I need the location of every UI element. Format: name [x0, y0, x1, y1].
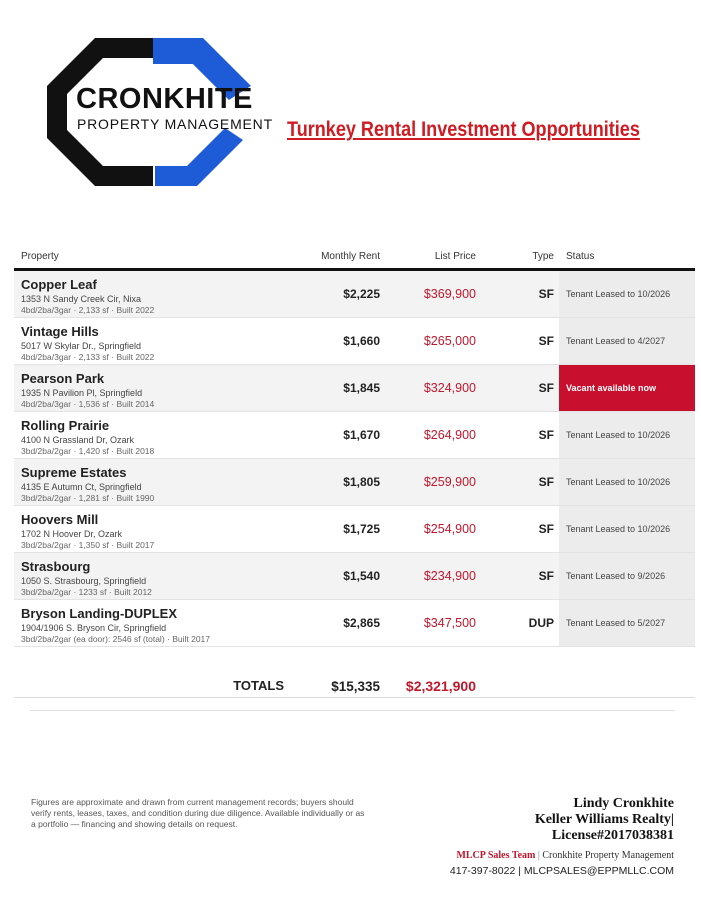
monthly-rent: $2,225	[343, 287, 380, 301]
list-price: $234,900	[423, 569, 476, 583]
property-specs: 4bd/2ba/3gar · 1,536 sf · Built 2014	[21, 399, 155, 409]
list-price: $347,500	[423, 616, 476, 630]
list-price: $324,900	[423, 381, 476, 395]
listings-table	[14, 248, 695, 698]
header-type: Type	[532, 251, 554, 262]
property-address: 1935 N Pavilion Pl, Springfield	[21, 388, 143, 398]
property-specs: 3bd/2ba/2gar · 1233 sf · Built 2012	[21, 587, 152, 597]
totals-rent: $15,335	[331, 679, 380, 694]
table-row	[14, 459, 695, 506]
email-link[interactable]: MLCPSALES@EPPMLLC.COM	[523, 865, 674, 877]
property-specs: 3bd/2ba/2gar · 1,350 sf · Built 2017	[21, 540, 155, 550]
table-row	[14, 271, 695, 318]
status-cell: Tenant Leased to 4/2027	[559, 318, 695, 364]
property-type: SF	[538, 334, 554, 348]
company-name: Cronkhite Property Management	[542, 850, 674, 861]
table-row	[14, 318, 695, 365]
property-name: Copper Leaf	[21, 277, 97, 292]
property-specs: 3bd/2ba/2gar · 1,420 sf · Built 2018	[21, 446, 155, 456]
property-type: SF	[538, 475, 554, 489]
monthly-rent: $1,725	[343, 522, 380, 536]
table-row	[14, 553, 695, 600]
header-monthly-rent: Monthly Rent	[321, 251, 380, 262]
status-cell: Tenant Leased to 10/2026	[559, 412, 695, 458]
property-address: 1050 S. Strasbourg, Springfield	[21, 576, 147, 586]
signature-block	[450, 796, 674, 877]
property-specs: 3bd/2ba/2gar · 1,281 sf · Built 1990	[21, 493, 155, 503]
monthly-rent: $1,660	[343, 334, 380, 348]
status-cell: Tenant Leased to 10/2026	[559, 459, 695, 505]
totals-label: TOTALS	[233, 678, 284, 693]
property-specs: 4bd/2ba/3gar · 2,133 sf · Built 2022	[21, 305, 155, 315]
list-price: $259,900	[423, 475, 476, 489]
table-row	[14, 600, 695, 647]
contact-separator: |	[518, 865, 521, 877]
license-number: License#2017038381	[551, 828, 674, 843]
brokerage-name: Keller Williams Realty|	[534, 812, 674, 827]
property-address: 4100 N Grassland Dr, Ozark	[21, 435, 135, 445]
agent-name: Lindy Cronkhite	[573, 796, 674, 811]
property-type: SF	[538, 522, 554, 536]
list-price: $264,900	[423, 428, 476, 442]
property-type: DUP	[528, 616, 554, 630]
property-type: SF	[538, 287, 554, 301]
list-price: $254,900	[423, 522, 476, 536]
property-name: Supreme Estates	[21, 465, 127, 480]
property-address: 1904/1906 S. Bryson Cir, Springfield	[21, 623, 167, 633]
property-type: SF	[538, 381, 554, 395]
table-row	[14, 412, 695, 459]
totals-price: $2,321,900	[405, 678, 476, 694]
property-name: Strasbourg	[21, 559, 91, 574]
property-name: Vintage Hills	[21, 324, 99, 339]
contact-line	[450, 865, 674, 877]
property-name: Rolling Prairie	[21, 418, 110, 433]
property-address: 1702 N Hoover Dr, Ozark	[21, 529, 123, 539]
logo-wordmark: CRONKHITE	[76, 83, 253, 115]
status-cell: Tenant Leased to 10/2026	[559, 271, 695, 317]
footer-divider	[30, 710, 675, 711]
header-property: Property	[21, 251, 59, 262]
monthly-rent: $1,805	[343, 475, 380, 489]
table-row	[14, 506, 695, 553]
property-address: 1353 N Sandy Creek Cir, Nixa	[21, 294, 142, 304]
disclaimer-text: Figures are approximate and drawn from current management records; buyers should verify rents, leases, taxes, and condition during due diligence. Available individually or as a portfolio — financing and showing details on request.	[31, 797, 365, 829]
phone-number[interactable]: 417-397-8022	[449, 865, 516, 877]
property-specs: 4bd/2ba/3gar · 2,133 sf · Built 2022	[21, 352, 155, 362]
property-name: Hoovers Mill	[21, 512, 99, 527]
table-header	[14, 248, 695, 271]
status-badge-vacant: Vacant available now	[559, 365, 695, 411]
team-line	[450, 850, 674, 862]
logo-tagline: PROPERTY MANAGEMENT	[77, 116, 273, 132]
header-list-price: List Price	[434, 251, 476, 262]
team-name: MLCP Sales Team	[456, 850, 536, 861]
document-title[interactable]: Turnkey Rental Investment Opportunities	[287, 118, 640, 141]
monthly-rent: $1,845	[343, 381, 380, 395]
monthly-rent: $1,670	[343, 428, 380, 442]
property-type: SF	[538, 569, 554, 583]
property-type: SF	[538, 428, 554, 442]
list-price: $369,900	[423, 287, 476, 301]
property-address: 5017 W Skylar Dr., Springfield	[21, 341, 142, 351]
monthly-rent: $1,540	[343, 569, 380, 583]
property-name: Bryson Landing-DUPLEX	[21, 606, 178, 621]
status-cell: Tenant Leased to 9/2026	[559, 553, 695, 599]
totals-row	[14, 647, 695, 698]
list-price: $265,000	[423, 334, 476, 348]
property-address: 4135 E Autumn Ct, Springfield	[21, 482, 142, 492]
monthly-rent: $2,865	[343, 616, 380, 630]
table-body	[14, 271, 695, 647]
status-cell: Tenant Leased to 10/2026	[559, 506, 695, 552]
header-status: Status	[566, 251, 595, 262]
status-cell: Tenant Leased to 5/2027	[559, 600, 695, 646]
property-specs: 3bd/2ba/2gar (ea door): 2546 sf (total) · Built 2017	[21, 634, 211, 644]
team-separator: |	[537, 850, 540, 861]
property-name: Pearson Park	[21, 371, 105, 386]
table-row	[14, 365, 695, 412]
